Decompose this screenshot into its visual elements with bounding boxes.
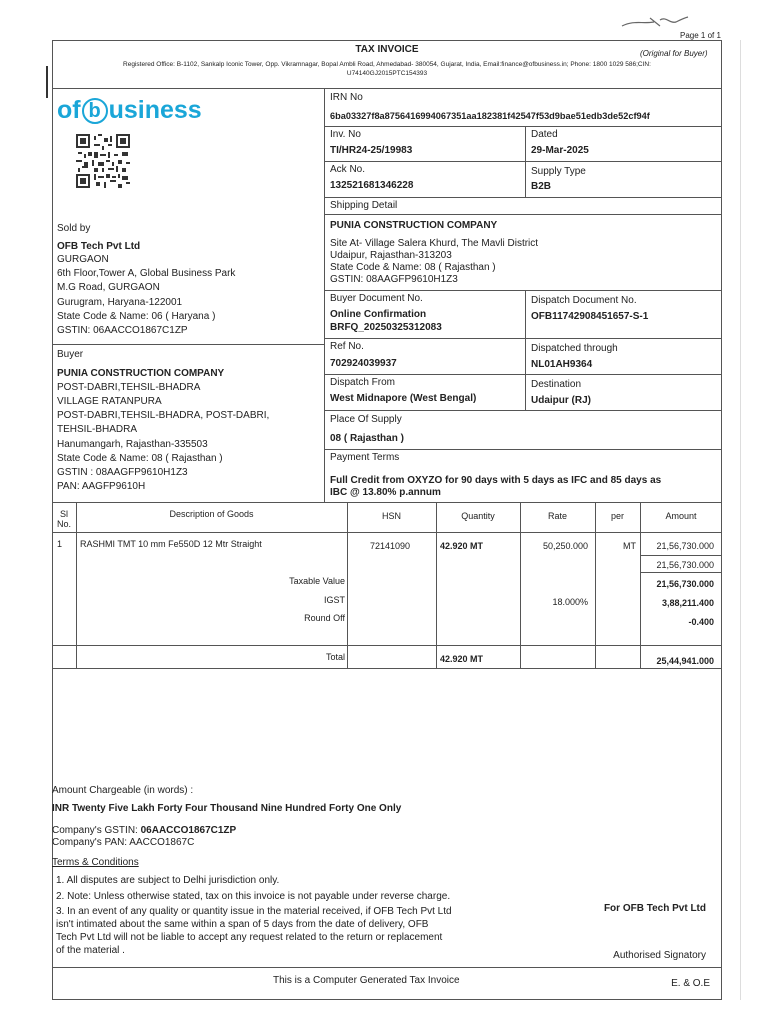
logo-part3: usiness <box>108 96 202 124</box>
amount-words-value: INR Twenty Five Lakh Forty Four Thousand Nine Hundred Forty One Only <box>52 803 402 814</box>
payment-terms-value-cont: IBC @ 13.80% p.annum <box>330 487 441 498</box>
dated-label: Dated <box>531 129 558 140</box>
page-number: Page 1 of 1 <box>680 31 721 40</box>
buyer-address-line: VILLAGE RATANPURA <box>57 396 162 407</box>
subtotal-amount: 21,56,730.000 <box>656 560 714 570</box>
ack-value: 132521681346228 <box>330 180 414 191</box>
taxable-value-label: Taxable Value <box>289 576 345 586</box>
item-amount: 21,56,730.000 <box>656 541 714 551</box>
shipping-name: PUNIA CONSTRUCTION COMPANY <box>330 220 498 231</box>
shipping-address-line: Udaipur, Rajasthan-313203 <box>330 250 452 261</box>
seller-address-line: GURGAON <box>57 254 109 265</box>
dispatch-doc-label: Dispatch Document No. <box>531 295 637 306</box>
seller-address-line: 6th Floor,Tower A, Global Business Park <box>57 268 236 279</box>
col-header-amount: Amount <box>665 511 697 521</box>
invoice-title: TAX INVOICE <box>355 44 419 55</box>
shipping-gstin: GSTIN: 08AAGFP9610H1Z3 <box>330 274 458 285</box>
ref-no-label: Ref No. <box>330 341 364 352</box>
seller-state: State Code & Name: 06 ( Haryana ) <box>57 311 216 322</box>
cin-number: U74140GJ2015PTC154393 <box>346 70 428 77</box>
term-item-cont: isn't intimated about the same within a span of 5 days from the date of delivery, OFB <box>56 919 429 930</box>
invoice-no-value: TI/HR24-25/19983 <box>330 145 413 156</box>
dispatch-from-value: West Midnapore (West Bengal) <box>330 393 477 404</box>
registered-office: Registered Office: B-1102, Sankalp Iconic Tower, Opp. Vikramnagar, Bopal Ambli Road, Ahmedabad- 380054, Gujarat, India, Email:finance@ofbusiness.in; Phone: 1800 1029 586;CIN: <box>123 61 651 68</box>
company-gstin <box>52 825 236 837</box>
buyer-state: State Code & Name: 08 ( Rajasthan ) <box>57 453 223 464</box>
original-label: (Original for Buyer) <box>640 49 708 58</box>
buyer-address-line: TEHSIL-BHADRA <box>57 424 138 435</box>
col-header-no: No. <box>56 519 71 529</box>
buyer-doc-ref: BRFQ_20250325312083 <box>330 322 442 333</box>
irn-value: 6ba03327f8a8756416994067351aa182381f42547f53d9bae51edb3de52cf94f <box>330 111 650 121</box>
col-header-hsn: HSN <box>381 511 401 521</box>
shipping-label: Shipping Detail <box>330 200 398 211</box>
irn-label: IRN No <box>330 92 363 103</box>
dispatched-through-value: NL01AH9364 <box>531 359 593 370</box>
company-pan: Company's PAN: AACCO1867C <box>52 837 195 848</box>
payment-terms-label: Payment Terms <box>330 452 400 463</box>
shipping-state: State Code & Name: 08 ( Rajasthan ) <box>330 262 496 273</box>
sold-by-label: Sold by <box>57 223 91 234</box>
taxable-value-amount: 21,56,730.000 <box>656 579 714 589</box>
shipping-address-line: Site At- Village Salera Khurd, The Mavli District <box>330 238 539 249</box>
igst-label: IGST <box>323 595 345 605</box>
dated-value: 29-Mar-2025 <box>531 145 589 156</box>
buyer-name: PUNIA CONSTRUCTION COMPANY <box>57 368 225 379</box>
logo-part1: of <box>57 96 81 124</box>
term-item: 2. Note: Unless otherwise stated, tax on this invoice is not payable under reverse charge. <box>56 891 451 902</box>
total-amount: 25,44,941.000 <box>656 656 714 666</box>
buyer-doc-label: Buyer Document No. <box>330 293 423 304</box>
authorised-signatory: Authorised Signatory <box>613 950 706 961</box>
item-quantity: 42.920 MT <box>440 541 484 551</box>
invoice-no-label: Inv. No <box>330 129 361 140</box>
col-header-sl: Sl <box>59 509 68 519</box>
col-header-quantity: Quantity <box>461 511 495 521</box>
col-header-description: Description of Goods <box>169 509 254 519</box>
total-label: Total <box>325 652 345 662</box>
seller-address-line: M.G Road, GURGAON <box>57 282 160 293</box>
logo-b-icon: b <box>82 98 108 124</box>
buyer-label: Buyer <box>57 349 84 360</box>
term-item-cont: Tech Pvt Ltd will not be liable to accept any request related to the return or replacement <box>56 932 443 943</box>
company-gstin-value: 06AACCO1867C1ZP <box>140 825 237 836</box>
dispatched-through-label: Dispatched through <box>531 343 618 354</box>
term-item: 1. All disputes are subject to Delhi jurisdiction only. <box>56 875 280 886</box>
item-rate: 50,250.000 <box>542 541 588 551</box>
payment-terms-value: Full Credit from OXYZO for 90 days with 5 days as IFC and 85 days as <box>330 475 662 486</box>
col-header-per: per <box>610 511 624 521</box>
company-logo <box>57 96 202 125</box>
ack-label: Ack No. <box>330 164 366 175</box>
qr-code-icon <box>76 134 130 188</box>
eoe-label: E. & O.E <box>671 978 710 989</box>
dispatch-doc-value: OFB11742908451657-S-1 <box>531 311 649 322</box>
round-off-amount: -0.400 <box>688 617 714 627</box>
seller-name: OFB Tech Pvt Ltd <box>57 241 141 252</box>
total-quantity: 42.920 MT <box>440 654 484 664</box>
buyer-doc-value: Online Confirmation <box>330 309 427 320</box>
place-of-supply-label: Place Of Supply <box>330 414 402 425</box>
dispatch-from-label: Dispatch From <box>330 377 396 388</box>
round-off-label: Round Off <box>304 613 345 623</box>
supply-type-label: Supply Type <box>531 166 586 177</box>
buyer-address-line: POST-DABRI,TEHSIL-BHADRA <box>57 382 201 393</box>
place-of-supply-value: 08 ( Rajasthan ) <box>330 433 404 444</box>
item-sl: 1 <box>57 539 63 549</box>
buyer-address-line: Hanumangarh, Rajasthan-335503 <box>57 439 208 450</box>
buyer-gstin: GSTIN : 08AAGFP9610H1Z3 <box>57 467 188 478</box>
igst-rate: 18.000% <box>552 597 588 607</box>
destination-value: Udaipur (RJ) <box>531 395 591 406</box>
item-description: RASHMI TMT 10 mm Fe550D 12 Mtr Straight <box>80 539 262 549</box>
supply-type-value: B2B <box>531 181 552 192</box>
item-per: MT <box>623 541 636 551</box>
col-header-rate: Rate <box>547 511 567 521</box>
margin-mark <box>46 66 48 98</box>
term-item-cont: of the material . <box>56 945 125 956</box>
terms-heading: Terms & Conditions <box>52 857 139 868</box>
computer-generated-note: This is a Computer Generated Tax Invoice <box>273 975 460 986</box>
igst-amount: 3,88,211.400 <box>661 598 714 608</box>
seller-address-line: Gurugram, Haryana-122001 <box>57 297 183 308</box>
term-item: 3. In an event of any quality or quantity issue in the material received, if OFB Tech Pvt Ltd <box>56 906 452 917</box>
buyer-pan: PAN: AAGFP9610H <box>57 481 146 492</box>
scan-edge <box>740 40 741 1000</box>
for-company-label: For OFB Tech Pvt Ltd <box>603 903 706 914</box>
ref-no-value: 702924039937 <box>330 358 397 369</box>
destination-label: Destination <box>531 379 582 390</box>
seller-gstin: GSTIN: 06AACCO1867C1ZP <box>57 325 188 336</box>
company-gstin-prefix: Company's GSTIN: <box>52 825 141 836</box>
buyer-address-line: POST-DABRI,TEHSIL-BHADRA, POST-DABRI, <box>57 410 270 421</box>
item-hsn: 72141090 <box>370 541 411 551</box>
amount-words-label: Amount Chargeable (in words) : <box>52 785 194 796</box>
